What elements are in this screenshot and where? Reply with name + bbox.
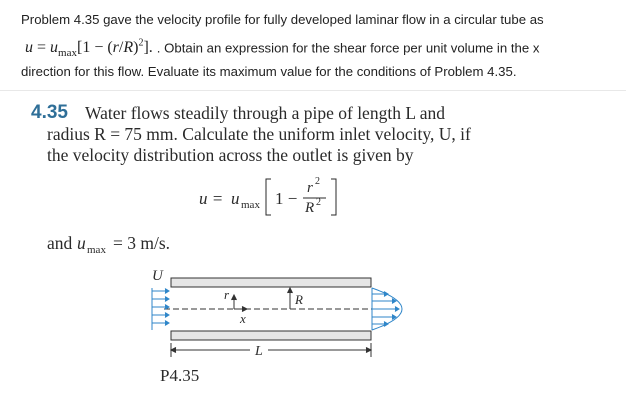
bracket-right [331,179,336,215]
problem-number: 4.35 [31,102,68,123]
label-U: U [152,268,163,284]
eq-R: R [123,39,134,57]
label-r: r [224,287,230,302]
length-dimension [171,343,371,357]
pipe-diagram [152,268,402,359]
formula-denominator: R [305,200,315,216]
formula-denominator-sup: 2 [316,197,321,208]
eq-sup: 2 [138,38,144,49]
eq-u: u [25,39,33,57]
statement-line-2 [25,38,539,60]
book-line-2: radius R = 75 mm. Calculate the uniform inlet velocity, U, if [47,124,471,144]
bracket-left [266,179,271,215]
line4-and: and [47,233,73,253]
line4-umax: u [77,233,86,253]
coordinate-axes [232,288,293,312]
outlet-profile [372,288,402,330]
inlet-arrows [152,288,169,330]
velocity-equation [25,38,157,60]
formula-one: 1 − [275,189,298,208]
pipe-wall-bottom [171,331,371,340]
statement-line-1: Problem 4.35 gave the velocity profile for fully developed laminar flow in a circular tube as [21,12,544,27]
formula-lhs: u = [199,189,224,208]
formula-and-figure [0,91,626,411]
line4-value: = 3 m/s. [113,233,171,253]
textbook-excerpt [0,91,626,411]
eq-r: r [112,39,119,57]
formula-umax: u [231,189,240,208]
formula-numerator-sup: 2 [315,176,320,187]
eq-umax-sub: max [58,47,77,60]
eq-equals: = [37,39,47,57]
line4-umax-sub: max [87,244,106,256]
label-x: x [240,311,246,326]
eq-umax: u [50,39,59,57]
velocity-formula [199,176,336,216]
eq-end: ]. [143,39,153,57]
eq-open: [1 − ( [76,39,113,57]
statement-line-3: direction for this flow. Evaluate its maximum value for the conditions of Problem 4.35. [21,64,517,79]
eq-close: ) [133,39,139,57]
book-line-3: the velocity distribution across the outlet is given by [47,145,414,165]
formula-umax-sub: max [241,199,260,211]
label-L: L [255,344,263,359]
formula-numerator: r [307,180,313,196]
statement-line-2-text: . Obtain an expression for the shear force per unit volume in the x [156,40,540,56]
pipe-wall-top [171,278,371,287]
problem-statement [0,0,626,91]
book-line-1: Water flows steadily through a pipe of length L and [85,103,445,123]
label-R: R [295,292,303,307]
figure-caption: P4.35 [160,366,200,385]
line-4 [47,233,170,256]
eq-slash: / [118,39,124,57]
